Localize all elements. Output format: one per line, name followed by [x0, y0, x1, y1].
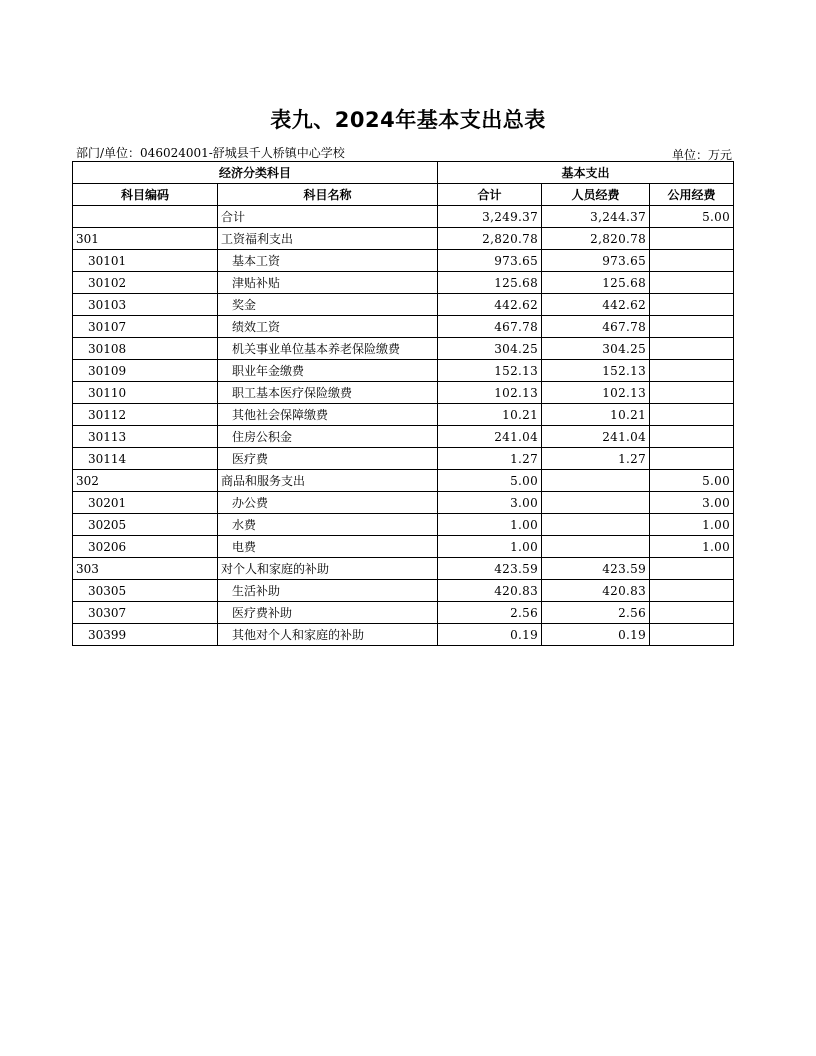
cell-personnel: 102.13: [542, 382, 650, 404]
cell-total: 423.59: [438, 558, 542, 580]
cell-name: 水费: [218, 514, 438, 536]
cell-name: 合计: [218, 206, 438, 228]
table-row: [73, 404, 734, 426]
table-row: [73, 492, 734, 514]
cell-personnel: 0.19: [542, 624, 650, 646]
cell-name: 其他对个人和家庭的补助: [218, 624, 438, 646]
cell-public: [650, 250, 734, 272]
table-row: [73, 250, 734, 272]
cell-code: 30101: [73, 250, 218, 272]
cell-name: 职业年金缴费: [218, 360, 438, 382]
table-row: [73, 536, 734, 558]
cell-public: 1.00: [650, 514, 734, 536]
cell-public: [650, 580, 734, 602]
cell-personnel: [542, 514, 650, 536]
cell-name: 商品和服务支出: [218, 470, 438, 492]
expenditure-table: [72, 161, 734, 646]
cell-total: 467.78: [438, 316, 542, 338]
header-basic-expenditure: 基本支出: [438, 162, 734, 184]
cell-personnel: 467.78: [542, 316, 650, 338]
cell-personnel: 973.65: [542, 250, 650, 272]
cell-personnel: [542, 536, 650, 558]
cell-public: [650, 294, 734, 316]
table-row: [73, 360, 734, 382]
cell-total: 973.65: [438, 250, 542, 272]
cell-public: [650, 272, 734, 294]
table-row: [73, 382, 734, 404]
unit-label: 单位：万元: [671, 148, 732, 162]
cell-code: 30307: [73, 602, 218, 624]
column-header-name: 科目名称: [218, 184, 438, 206]
cell-personnel: [542, 470, 650, 492]
cell-name: 办公费: [218, 492, 438, 514]
table-row: [73, 624, 734, 646]
cell-name: 医疗费补助: [218, 602, 438, 624]
column-header-total: 合计: [438, 184, 542, 206]
cell-public: [650, 404, 734, 426]
cell-name: 对个人和家庭的补助: [218, 558, 438, 580]
table-row: [73, 448, 734, 470]
cell-public: [650, 338, 734, 360]
cell-public: [650, 426, 734, 448]
cell-name: 生活补助: [218, 580, 438, 602]
cell-code: 301: [73, 228, 218, 250]
cell-public: [650, 558, 734, 580]
cell-total: 152.13: [438, 360, 542, 382]
cell-total: 102.13: [438, 382, 542, 404]
table-row: [73, 272, 734, 294]
cell-code: 30109: [73, 360, 218, 382]
cell-public: [650, 624, 734, 646]
cell-public: [650, 316, 734, 338]
cell-public: 3.00: [650, 492, 734, 514]
cell-code: 30102: [73, 272, 218, 294]
cell-total: 442.62: [438, 294, 542, 316]
cell-total: 2.56: [438, 602, 542, 624]
cell-personnel: [542, 492, 650, 514]
cell-total: 5.00: [438, 470, 542, 492]
cell-personnel: 125.68: [542, 272, 650, 294]
cell-total: 304.25: [438, 338, 542, 360]
table-row: [73, 602, 734, 624]
cell-code: 30112: [73, 404, 218, 426]
cell-name: 其他社会保障缴费: [218, 404, 438, 426]
cell-personnel: 3,244.37: [542, 206, 650, 228]
cell-personnel: 152.13: [542, 360, 650, 382]
table-row: [73, 558, 734, 580]
table-row: [73, 228, 734, 250]
cell-name: 基本工资: [218, 250, 438, 272]
cell-public: [650, 448, 734, 470]
cell-total: 420.83: [438, 580, 542, 602]
cell-personnel: 241.04: [542, 426, 650, 448]
cell-total: 1.00: [438, 536, 542, 558]
cell-total: 3,249.37: [438, 206, 542, 228]
cell-total: 10.21: [438, 404, 542, 426]
cell-name: 住房公积金: [218, 426, 438, 448]
cell-public: [650, 382, 734, 404]
cell-name: 奖金: [218, 294, 438, 316]
cell-personnel: 1.27: [542, 448, 650, 470]
table-body: [73, 206, 734, 646]
cell-code: 30206: [73, 536, 218, 558]
cell-code: 30110: [73, 382, 218, 404]
cell-code: 30305: [73, 580, 218, 602]
cell-name: 津贴补贴: [218, 272, 438, 294]
cell-public: 1.00: [650, 536, 734, 558]
cell-personnel: 442.62: [542, 294, 650, 316]
table-row: [73, 470, 734, 492]
cell-code: 302: [73, 470, 218, 492]
cell-public: [650, 602, 734, 624]
cell-personnel: 304.25: [542, 338, 650, 360]
cell-code: 30103: [73, 294, 218, 316]
cell-name: 机关事业单位基本养老保险缴费: [218, 338, 438, 360]
cell-personnel: 423.59: [542, 558, 650, 580]
cell-name: 工资福利支出: [218, 228, 438, 250]
cell-code: 30205: [73, 514, 218, 536]
cell-name: 绩效工资: [218, 316, 438, 338]
cell-code: 30107: [73, 316, 218, 338]
table-row: [73, 426, 734, 448]
cell-name: 医疗费: [218, 448, 438, 470]
cell-total: 2,820.78: [438, 228, 542, 250]
cell-total: 3.00: [438, 492, 542, 514]
table-row: [73, 294, 734, 316]
cell-personnel: 2.56: [542, 602, 650, 624]
cell-public: [650, 228, 734, 250]
cell-public: [650, 360, 734, 382]
cell-public: 5.00: [650, 470, 734, 492]
cell-total: 1.27: [438, 448, 542, 470]
cell-total: 241.04: [438, 426, 542, 448]
table-row: [73, 338, 734, 360]
cell-code: 30114: [73, 448, 218, 470]
cell-name: 电费: [218, 536, 438, 558]
cell-personnel: 10.21: [542, 404, 650, 426]
table-row: [73, 514, 734, 536]
cell-total: 0.19: [438, 624, 542, 646]
page-title: 表九、2024年基本支出总表: [270, 108, 546, 132]
cell-personnel: 2,820.78: [542, 228, 650, 250]
department-label: 部门/单位：046024001-舒城县千人桥镇中心学校: [76, 146, 345, 160]
cell-public: 5.00: [650, 206, 734, 228]
cell-code: 30108: [73, 338, 218, 360]
table-row: [73, 316, 734, 338]
cell-total: 1.00: [438, 514, 542, 536]
cell-code: 30201: [73, 492, 218, 514]
column-header-public: 公用经费: [650, 184, 734, 206]
cell-personnel: 420.83: [542, 580, 650, 602]
cell-code: [73, 206, 218, 228]
column-header-code: 科目编码: [73, 184, 218, 206]
header-economic-category: 经济分类科目: [73, 162, 438, 184]
cell-name: 职工基本医疗保险缴费: [218, 382, 438, 404]
table-row: [73, 580, 734, 602]
table-row: [73, 206, 734, 228]
cell-code: 30113: [73, 426, 218, 448]
cell-code: 30399: [73, 624, 218, 646]
column-header-personnel: 人员经费: [542, 184, 650, 206]
cell-total: 125.68: [438, 272, 542, 294]
cell-code: 303: [73, 558, 218, 580]
